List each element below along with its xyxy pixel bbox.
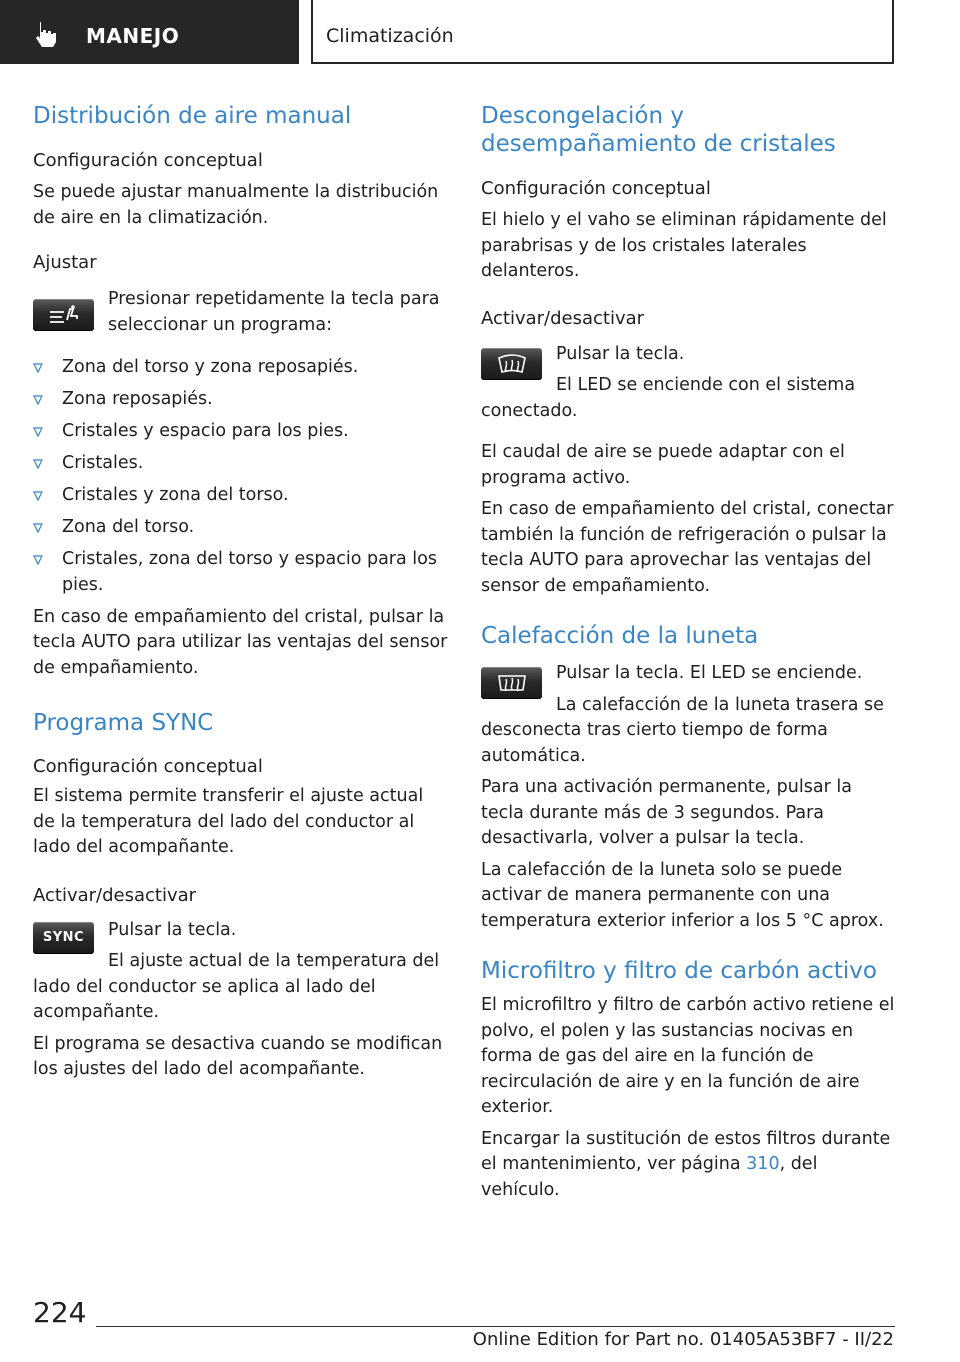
heading-distribucion: Distribución de aire manual <box>33 103 352 129</box>
air-distribution-button-icon <box>33 299 94 331</box>
paragraph-led: El LED se enciende con el sistema conectado. <box>481 375 856 421</box>
page-number: 224 <box>33 1296 87 1329</box>
program-list <box>33 355 448 598</box>
paragraph-ajuste: El ajuste actual de la temperatura del lado del conductor se aplica al lado del acompañante. <box>33 951 440 1022</box>
paragraph-refrig: En caso de empañamiento del cristal, conectar también la función de refrigeración o pulsar la tecla AUTO para aprovechar las ventajas del sensor de empañamiento. <box>481 499 894 596</box>
subheading-activar-desc: Activar/desactivar <box>481 307 645 329</box>
triangle-bullet-icon <box>33 523 43 533</box>
paragraph-pulsar-desc: Pulsar la tecla. <box>556 343 685 364</box>
section-name: MANEJO <box>86 24 180 48</box>
triangle-bullet-icon <box>33 459 43 469</box>
list-item: Cristales, zona del torso y espacio para los pies. <box>33 547 448 598</box>
chapter-title: Climatización <box>326 25 454 47</box>
subheading-concept-sync: Configuración conceptual <box>33 756 263 777</box>
triangle-bullet-icon <box>33 491 43 501</box>
windshield-defrost-button-icon <box>481 348 542 380</box>
subheading-activar-sync: Activar/desactivar <box>33 884 197 906</box>
subheading-ajustar: Ajustar <box>33 252 97 273</box>
paragraph-desactiva: El programa se desactiva cuando se modifican los ajustes del lado del acompañante. <box>33 1033 443 1079</box>
page-reference-link[interactable]: 310 <box>746 1154 780 1174</box>
triangle-bullet-icon <box>33 427 43 437</box>
heading-luneta: Calefacción de la luneta <box>481 623 759 649</box>
paragraph-sync: El sistema permite transferir el ajuste actual de la temperatura del lado del conductor al lado del acompañante. <box>33 786 424 857</box>
paragraph-hielo: El hielo y el vaho se eliminan rápidamente del parabrisas y de los cristales laterales delanteros. <box>481 210 887 281</box>
list-item: Zona del torso. <box>33 515 448 541</box>
heading-microfiltro: Microfiltro y filtro de carbón activo <box>481 958 877 984</box>
left-column <box>33 96 448 1083</box>
paragraph-pulsar-sync: Pulsar la tecla. <box>108 919 237 940</box>
paragraph-empanamiento: En caso de empañamiento del cristal, pulsar la tecla AUTO para utilizar las ventajas del sensor de empañamiento. <box>33 606 448 678</box>
list-item: Cristales y espacio para los pies. <box>33 419 448 445</box>
heading-descongelacion: Descongelación y desempañamiento de cristales <box>481 103 836 157</box>
list-item: Cristales. <box>33 451 448 477</box>
paragraph-caudal: El caudal de aire se puede adaptar con el programa activo. <box>481 442 845 488</box>
sync-button-icon: SYNC <box>33 922 94 954</box>
subheading-concept: Configuración conceptual <box>33 150 263 171</box>
hand-pointer-icon <box>32 18 64 50</box>
paragraph-distribucion: Se puede ajustar manualmente la distribución de aire en la climatización. <box>33 182 439 228</box>
triangle-bullet-icon <box>33 363 43 373</box>
paragraph-encargar: Encargar la sustitución de estos filtros durante el mantenimiento, ver página 310, del vehículo. <box>481 1128 891 1200</box>
list-item: Zona reposapiés. <box>33 387 448 413</box>
right-column <box>481 96 896 1203</box>
edition-note: Online Edition for Part no. 01405A53BF7 - II/22 <box>472 1329 894 1350</box>
paragraph-permanente: Para una activación permanente, pulsar la tecla durante más de 3 segundos. Para desactivarla, volver a pulsar la tecla. <box>481 777 852 848</box>
subheading-concept-desc: Configuración conceptual <box>481 178 711 199</box>
list-item: Cristales y zona del torso. <box>33 483 448 509</box>
paragraph-luneta1: Pulsar la tecla. El LED se enciende. <box>556 663 863 683</box>
paragraph-luneta2: La calefacción de la luneta trasera se desconecta tras cierto tiempo de forma automática. <box>481 694 884 766</box>
paragraph-presionar: Presionar repetidamente la tecla para seleccionar un programa: <box>108 289 440 335</box>
triangle-bullet-icon <box>33 395 43 405</box>
triangle-bullet-icon <box>33 555 43 565</box>
footer-divider <box>96 1326 895 1327</box>
paragraph-temp: La calefacción de la luneta solo se puede activar de manera permanente con una temperatura exterior inferior a los 5 °C aprox. <box>481 859 884 931</box>
page-header <box>0 0 960 66</box>
heading-sync: Programa SYNC <box>33 710 214 736</box>
paragraph-micro: El microfiltro y filtro de carbón activo retiene el polvo, el polen y las sustancias nocivas en forma de gas del aire en la función de recirculación de aire y en la función de aire exterior. <box>481 995 895 1117</box>
rear-window-heat-button-icon <box>481 667 542 699</box>
list-item: Zona del torso y zona reposapiés. <box>33 355 448 381</box>
